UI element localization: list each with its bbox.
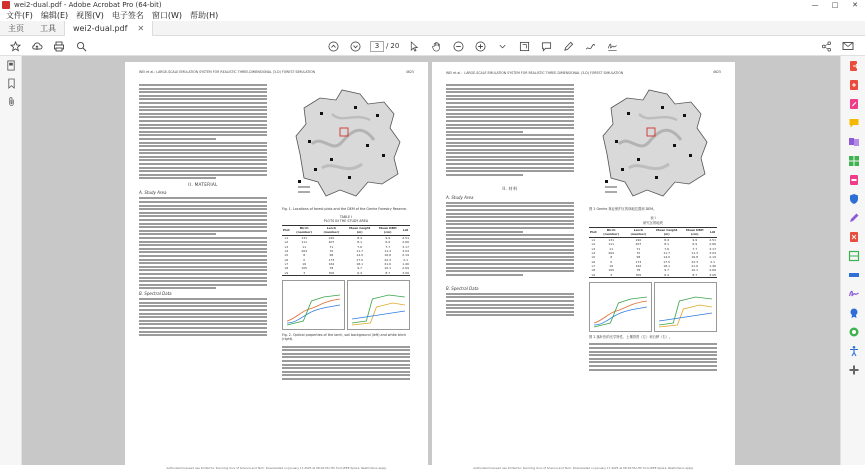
menu-bar — [0, 10, 865, 21]
tool-protect-icon[interactable] — [841, 189, 866, 208]
table-cell: 10.1 — [691, 268, 699, 273]
table-subtitle: PLOTS IN THE STUDY AREA — [323, 219, 369, 224]
table-cell: L4 — [591, 250, 596, 255]
text-column-right — [282, 84, 410, 382]
table-cell: L3 — [591, 246, 596, 251]
table-title: TABLE I — [339, 215, 353, 220]
table-subtitle: 研究区的地块 — [643, 221, 663, 226]
main-toolbar — [0, 36, 865, 56]
bookmark-icon[interactable] — [0, 74, 22, 92]
table-cell: L3 — [284, 244, 289, 249]
table-cell: 1.46 — [709, 264, 716, 269]
print-icon[interactable] — [52, 39, 66, 53]
table-cell: 7.6 — [357, 244, 363, 249]
next-page-icon[interactable] — [348, 39, 362, 53]
table-cell: L6 — [284, 257, 289, 262]
menu-file[interactable]: 文件(F) — [6, 11, 33, 20]
figure-caption: 图 2 落叶松的光学特性、土壤背景（左）和白桦（右）。 — [589, 335, 673, 340]
table-cell: 22.3 — [384, 257, 392, 262]
table-cell: 11 — [302, 244, 307, 249]
table-cell: 9.7 — [664, 268, 670, 273]
tool-compress-icon[interactable] — [841, 227, 866, 246]
table-cell: L2 — [284, 240, 289, 245]
table-cell: 6.4 — [357, 270, 363, 275]
zoom-out-icon[interactable] — [451, 39, 465, 53]
table-cell: 1.46 — [402, 262, 409, 267]
table-header-cell: Mean DBH (cm) — [378, 226, 397, 235]
table-cell: 14.0 — [663, 255, 671, 260]
table-cell: 8.7 — [385, 270, 391, 275]
tool-combine-files-icon[interactable] — [841, 132, 866, 151]
pdf-page-translation — [432, 62, 735, 472]
menu-window[interactable]: 窗口(W) — [151, 11, 183, 20]
table-cell: 8 — [610, 255, 613, 260]
table-cell: 2.51 — [709, 237, 716, 242]
table-cell: L9 — [591, 272, 596, 277]
subsection-heading: B. Spectral Data — [446, 285, 479, 291]
forest-plot-map — [282, 84, 410, 204]
tool-request-signature-icon[interactable] — [841, 284, 866, 303]
table-cell: 407 — [635, 242, 642, 247]
table-cell: 21.6 — [691, 264, 699, 269]
page-header — [446, 70, 721, 75]
tool-accessibility-icon[interactable] — [841, 341, 866, 360]
table-cell: 71 — [636, 246, 641, 251]
table-cell: 8 — [303, 253, 306, 258]
tool-organize-pages-icon[interactable] — [841, 151, 866, 170]
table-cell: 16.8 — [384, 253, 392, 258]
right-tools-rail — [840, 56, 865, 465]
tool-certificates-icon[interactable] — [841, 303, 866, 322]
page-thumbnails-icon[interactable] — [0, 56, 22, 74]
table-cell: 220 — [328, 235, 335, 240]
tool-print-production-icon[interactable] — [841, 322, 866, 341]
comment-icon[interactable] — [539, 39, 553, 53]
table-cell: 6.9 — [692, 242, 698, 247]
table-cell: L7 — [591, 264, 596, 269]
table-cell: 11.3 — [691, 250, 699, 255]
hand-tool-icon[interactable] — [429, 39, 443, 53]
table-cell: 264 — [301, 248, 308, 253]
table-cell: 111 — [608, 242, 615, 247]
page-number-input[interactable]: 3 — [370, 41, 384, 52]
table-cell: 11.3 — [384, 248, 392, 253]
table-cell: 70 — [329, 248, 334, 253]
subsection-heading: B. Spectral Data — [139, 291, 172, 297]
tab-bar — [0, 21, 865, 36]
window-title: wei2-dual.pdf - Adobe Acrobat Pro (64-bit) — [14, 1, 162, 9]
table-cell: 16.8 — [691, 255, 699, 260]
table-cell: 2.69 — [402, 266, 409, 271]
subsection-heading: A. Study Area — [139, 190, 167, 196]
page-separator: / — [386, 42, 389, 50]
tool-export-pdf-icon[interactable] — [841, 56, 866, 75]
table-cell: 162 — [635, 264, 642, 269]
text-column-left — [139, 84, 267, 338]
window-controls — [805, 0, 865, 10]
page-header-title: WEI et al.：LARGE-SCALE EMULATION SYSTEM FOR REALISTIC THREE-DIMENSIONAL (3-D) FOREST SIMULATION — [446, 71, 624, 75]
subsection-heading: A. Study Area — [446, 194, 474, 200]
table-cell: 105 — [608, 268, 615, 273]
tool-edit-pdf-icon[interactable] — [841, 94, 866, 113]
table-cell: 3 — [303, 270, 306, 275]
table-cell: L4 — [284, 248, 289, 253]
table-header-cell: LAI — [402, 228, 409, 233]
table-cell: 131 — [301, 235, 308, 240]
search-icon[interactable] — [74, 39, 88, 53]
table-cell: 98 — [329, 253, 334, 258]
title-bar — [0, 0, 865, 10]
table-cell: 8.1 — [357, 240, 363, 245]
tool-create-pdf-icon[interactable] — [841, 75, 866, 94]
close-tab-icon[interactable]: ✕ — [137, 23, 145, 33]
table-cell: 9.7 — [357, 266, 363, 271]
table-header-cell: Mean DBH (cm) — [685, 228, 704, 237]
close-window-button[interactable]: ✕ — [852, 1, 858, 9]
email-icon[interactable] — [841, 39, 855, 53]
table-cell: 98 — [636, 255, 641, 260]
plots-table — [589, 227, 717, 278]
table-cell: 17.5 — [356, 257, 364, 262]
table-cell: 10.1 — [384, 266, 392, 271]
table-cell: 16 — [609, 264, 614, 269]
optical-properties-figure — [282, 280, 410, 330]
page-header-number: 4625 — [405, 70, 414, 74]
menu-help[interactable]: 帮助(H) — [190, 11, 219, 20]
table-cell: 7.7 — [385, 244, 391, 249]
text-column-right — [589, 84, 717, 372]
table-cell: 105 — [301, 266, 308, 271]
table-cell: L5 — [284, 253, 289, 258]
table-header-cell: Larch (number) — [630, 228, 647, 237]
table-cell: 7.6 — [664, 246, 670, 251]
table-title: 表 I — [650, 216, 656, 221]
document-viewer[interactable] — [22, 56, 840, 470]
table-cell: 305 — [635, 272, 642, 277]
table-cell: 407 — [328, 240, 335, 245]
table-cell: 0 — [610, 259, 613, 264]
figure-caption: 图 1 Genhe 林业保护区的林地位置和 DEM。 — [589, 207, 657, 211]
table-cell: 21.6 — [384, 262, 392, 267]
cloud-upload-icon[interactable] — [30, 39, 44, 53]
table-cell: 162 — [328, 262, 335, 267]
tool-scan-icon[interactable] — [841, 246, 866, 265]
optical-plot-left — [589, 282, 652, 332]
table-cell: 305 — [328, 270, 335, 275]
table-cell: 22.3 — [691, 259, 699, 264]
page-header-number: 4625 — [712, 70, 721, 74]
table-cell: 9.9 — [385, 235, 391, 240]
page-footer: Authorized licensed use limited to: Kunming Univ of Science and Tech. Downloaded on January 17,2025 at 08:16:56 UTC from IEEE Xplore. Restrictions apply. — [166, 466, 387, 470]
table-header-cell: LAI — [709, 230, 716, 235]
section-heading: II. MATERIAL — [188, 182, 218, 188]
optical-plot-right — [654, 282, 717, 332]
page-total: 20 — [390, 42, 400, 50]
table-cell: 131 — [608, 237, 615, 242]
draw-icon[interactable] — [583, 39, 597, 53]
attachment-icon[interactable] — [0, 92, 22, 110]
table-cell: 173 — [635, 259, 642, 264]
tab-tools[interactable]: 工具 — [40, 23, 56, 33]
page-header — [139, 70, 414, 74]
table-cell: 18.1 — [663, 264, 671, 269]
table-row — [282, 271, 410, 276]
table-cell: 9.9 — [692, 237, 698, 242]
tab-document[interactable] — [64, 21, 153, 36]
table-cell: 11.7 — [663, 250, 671, 255]
table-cell: 2.51 — [402, 235, 409, 240]
page-footer: Authorized licensed use limited to: Kunming Univ of Science and Tech. Downloaded on January 17,2025 at 08:16:56 UTC from IEEE Xplore. Restrictions apply. — [473, 466, 694, 470]
fit-page-icon[interactable] — [517, 39, 531, 53]
highlight-pen-icon[interactable] — [561, 39, 575, 53]
table-header-cell: Plot — [283, 228, 290, 233]
table-cell: 70 — [636, 250, 641, 255]
share-icon[interactable] — [819, 39, 833, 53]
table-cell: 2.69 — [709, 268, 716, 273]
table-cell: L2 — [591, 242, 596, 247]
table-cell: 2.66 — [709, 242, 716, 247]
table-cell: L8 — [591, 268, 596, 273]
table-cell: L5 — [591, 255, 596, 260]
tool-measure-icon[interactable] — [841, 265, 866, 284]
table-cell: 78 — [329, 266, 334, 271]
table-cell: 3.04 — [709, 250, 716, 255]
zoom-dropdown-icon[interactable] — [495, 39, 509, 53]
table-cell: 3.06 — [402, 270, 409, 275]
table-header-cell: Plot — [590, 230, 597, 235]
table-cell: 2.1 — [710, 259, 716, 264]
table-cell: 3.17 — [709, 246, 716, 251]
tab-home[interactable]: 主页 — [8, 23, 24, 33]
pointer-cursor-icon[interactable] — [407, 39, 421, 53]
sign-icon[interactable] — [605, 39, 619, 53]
table-cell: 71 — [329, 244, 334, 249]
table-header-cell: Larch (number) — [323, 226, 340, 235]
table-cell: L7 — [284, 262, 289, 267]
tool-redact-icon[interactable] — [841, 170, 866, 189]
table-cell: 8.4 — [357, 235, 363, 240]
optical-properties-figure — [589, 282, 717, 332]
table-cell: 11.7 — [356, 248, 364, 253]
figure-caption: Fig. 2. Optical properties of the larch, soil background (left) and white birch (right). — [282, 333, 407, 342]
table-cell: L1 — [591, 237, 596, 242]
table-header-cell: Mean height (m) — [656, 228, 678, 237]
star-icon[interactable] — [8, 39, 22, 53]
table-cell: 3 — [610, 272, 613, 277]
page-navigator — [370, 41, 399, 52]
table-cell: 78 — [636, 268, 641, 273]
table-cell: 173 — [328, 257, 335, 262]
table-cell: 3.06 — [709, 272, 716, 277]
table-header-cell: Birch (number) — [603, 228, 620, 237]
menu-view[interactable]: 视图(V) — [76, 11, 104, 20]
left-navigation-rail — [0, 56, 22, 465]
menu-esign[interactable]: 电子签名 — [111, 11, 144, 20]
table-row — [589, 273, 717, 278]
table-cell: 8.7 — [692, 272, 698, 277]
table-cell: 2.19 — [709, 255, 716, 260]
table-cell: 17.5 — [663, 259, 671, 264]
table-cell: 8.4 — [664, 237, 670, 242]
forest-plot-map — [589, 84, 717, 204]
table-cell: L8 — [284, 266, 289, 271]
table-cell: 2.1 — [403, 257, 409, 262]
menu-edit[interactable]: 编辑(E) — [40, 11, 69, 20]
optical-plot-left — [282, 280, 345, 330]
acrobat-app-icon — [2, 1, 10, 9]
table-cell: 18.1 — [356, 262, 364, 267]
table-cell: 220 — [635, 237, 642, 242]
optical-plot-right — [347, 280, 410, 330]
page-header-title: WEI et al.: LARGE-SCALE EMULATION SYSTEM FOR REALISTIC THREE-DIMENSIONAL (3-D) FOREST SIMULATION — [139, 70, 316, 74]
table-cell: 6.4 — [664, 272, 670, 277]
tool-fill-sign-icon[interactable] — [841, 208, 866, 227]
tool-comment-icon[interactable] — [841, 113, 866, 132]
table-cell: L6 — [591, 259, 596, 264]
table-cell: 11 — [609, 246, 614, 251]
table-cell: L9 — [284, 270, 289, 275]
minimize-button[interactable]: — — [811, 1, 819, 9]
section-heading: II. 材料 — [502, 185, 518, 191]
figure-caption: Fig. 1. Locations of forest plots and the DEM of the Genhe Forestry Reserve. — [282, 207, 408, 211]
text-column-left — [446, 84, 574, 318]
pdf-page-original — [125, 62, 428, 472]
table-cell: 14.0 — [356, 253, 364, 258]
more-tools-icon[interactable] — [841, 360, 866, 379]
table-cell: 111 — [301, 240, 308, 245]
table-header-cell: Mean height (m) — [349, 226, 371, 235]
table-header-cell: Birch (number) — [296, 226, 313, 235]
maximize-button[interactable]: □ — [831, 1, 839, 9]
table-cell: 16 — [302, 262, 307, 267]
previous-page-icon[interactable] — [326, 39, 340, 53]
table-cell: 7.7 — [692, 246, 698, 251]
plots-table — [282, 225, 410, 276]
table-cell: 2.66 — [402, 240, 409, 245]
table-cell: 8.1 — [664, 242, 670, 247]
table-cell: 3.04 — [402, 248, 409, 253]
tab-document-label: wei2-dual.pdf — [73, 23, 128, 33]
table-cell: 264 — [608, 250, 615, 255]
table-cell: 3.17 — [402, 244, 409, 249]
table-cell: 2.19 — [402, 253, 409, 258]
zoom-in-icon[interactable] — [473, 39, 487, 53]
table-cell: L1 — [284, 235, 289, 240]
table-cell: 6.9 — [385, 240, 391, 245]
table-cell: 0 — [303, 257, 306, 262]
